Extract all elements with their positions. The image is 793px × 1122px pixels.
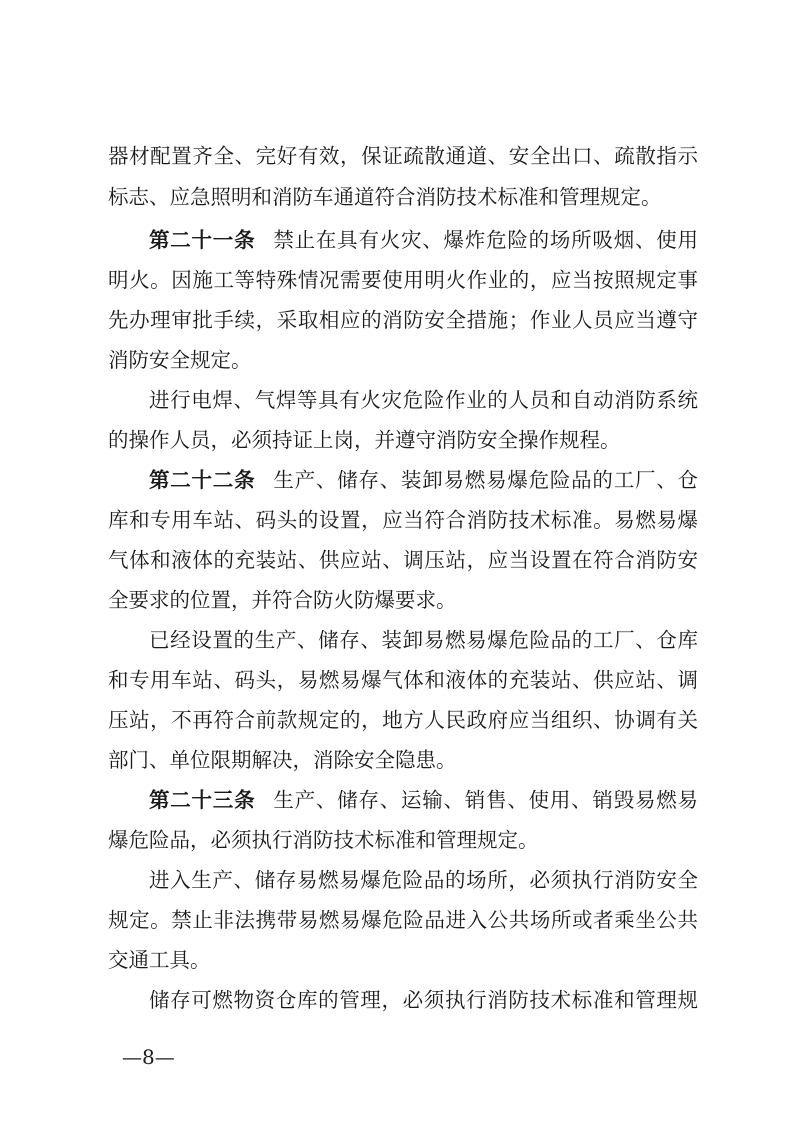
- body-line: 标志、应急照明和消防车通道符合消防技术标准和管理规定。: [108, 185, 662, 209]
- article-heading: 第二十三条: [149, 788, 256, 812]
- article-21-line: 第二十一条 禁止在具有火灾、爆炸危险的场所吸烟、使用: [149, 228, 698, 252]
- page-number: —8—: [122, 1045, 175, 1069]
- body-line: 进行电焊、气焊等具有火灾危险作业的人员和自动消防系统: [149, 388, 698, 412]
- body-line: 库和专用车站、码头的设置，应当符合消防技术标准。易燃易爆: [108, 508, 698, 532]
- body-line: 的操作人员，必须持证上岗，并遵守消防安全操作规程。: [108, 428, 621, 452]
- article-heading: 第二十一条: [149, 228, 256, 252]
- body-line: 和专用车站、码头，易燃易爆气体和液体的充装站、供应站、调: [108, 668, 698, 692]
- body-line: 进入生产、储存易燃易爆危险品的场所，必须执行消防安全: [149, 868, 698, 892]
- body-line: 交通工具。: [108, 948, 211, 972]
- body-line: 全要求的位置，并符合防火防爆要求。: [108, 588, 457, 612]
- article-23-line: 第二十三条 生产、储存、运输、销售、使用、销毁易燃易: [149, 788, 698, 812]
- body-line: 压站，不再符合前款规定的，地方人民政府应当组织、协调有关: [108, 708, 698, 732]
- body-line: 器材配置齐全、完好有效，保证疏散通道、安全出口、疏散指示: [108, 144, 698, 168]
- article-22-line: 第二十二条 生产、储存、装卸易燃易爆危险品的工厂、仓: [149, 468, 698, 492]
- body-line: 部门、单位限期解决，消除安全隐患。: [108, 748, 457, 772]
- body-line: 储存可燃物资仓库的管理，必须执行消防技术标准和管理规: [149, 988, 698, 1012]
- body-line: 已经设置的生产、储存、装卸易燃易爆危险品的工厂、仓库: [149, 628, 698, 652]
- body-line: 气体和液体的充装站、供应站、调压站，应当设置在符合消防安: [108, 548, 698, 572]
- body-line: 爆危险品，必须执行消防技术标准和管理规定。: [108, 828, 539, 852]
- body-line: 明火。因施工等特殊情况需要使用明火作业的，应当按照规定事: [108, 268, 698, 292]
- body-line: 消防安全规定。: [108, 348, 252, 372]
- body-line: 先办理审批手续，采取相应的消防安全措施；作业人员应当遵守: [108, 308, 698, 332]
- body-line: 规定。禁止非法携带易燃易爆危险品进入公共场所或者乘坐公共: [108, 908, 698, 932]
- article-heading: 第二十二条: [149, 468, 256, 492]
